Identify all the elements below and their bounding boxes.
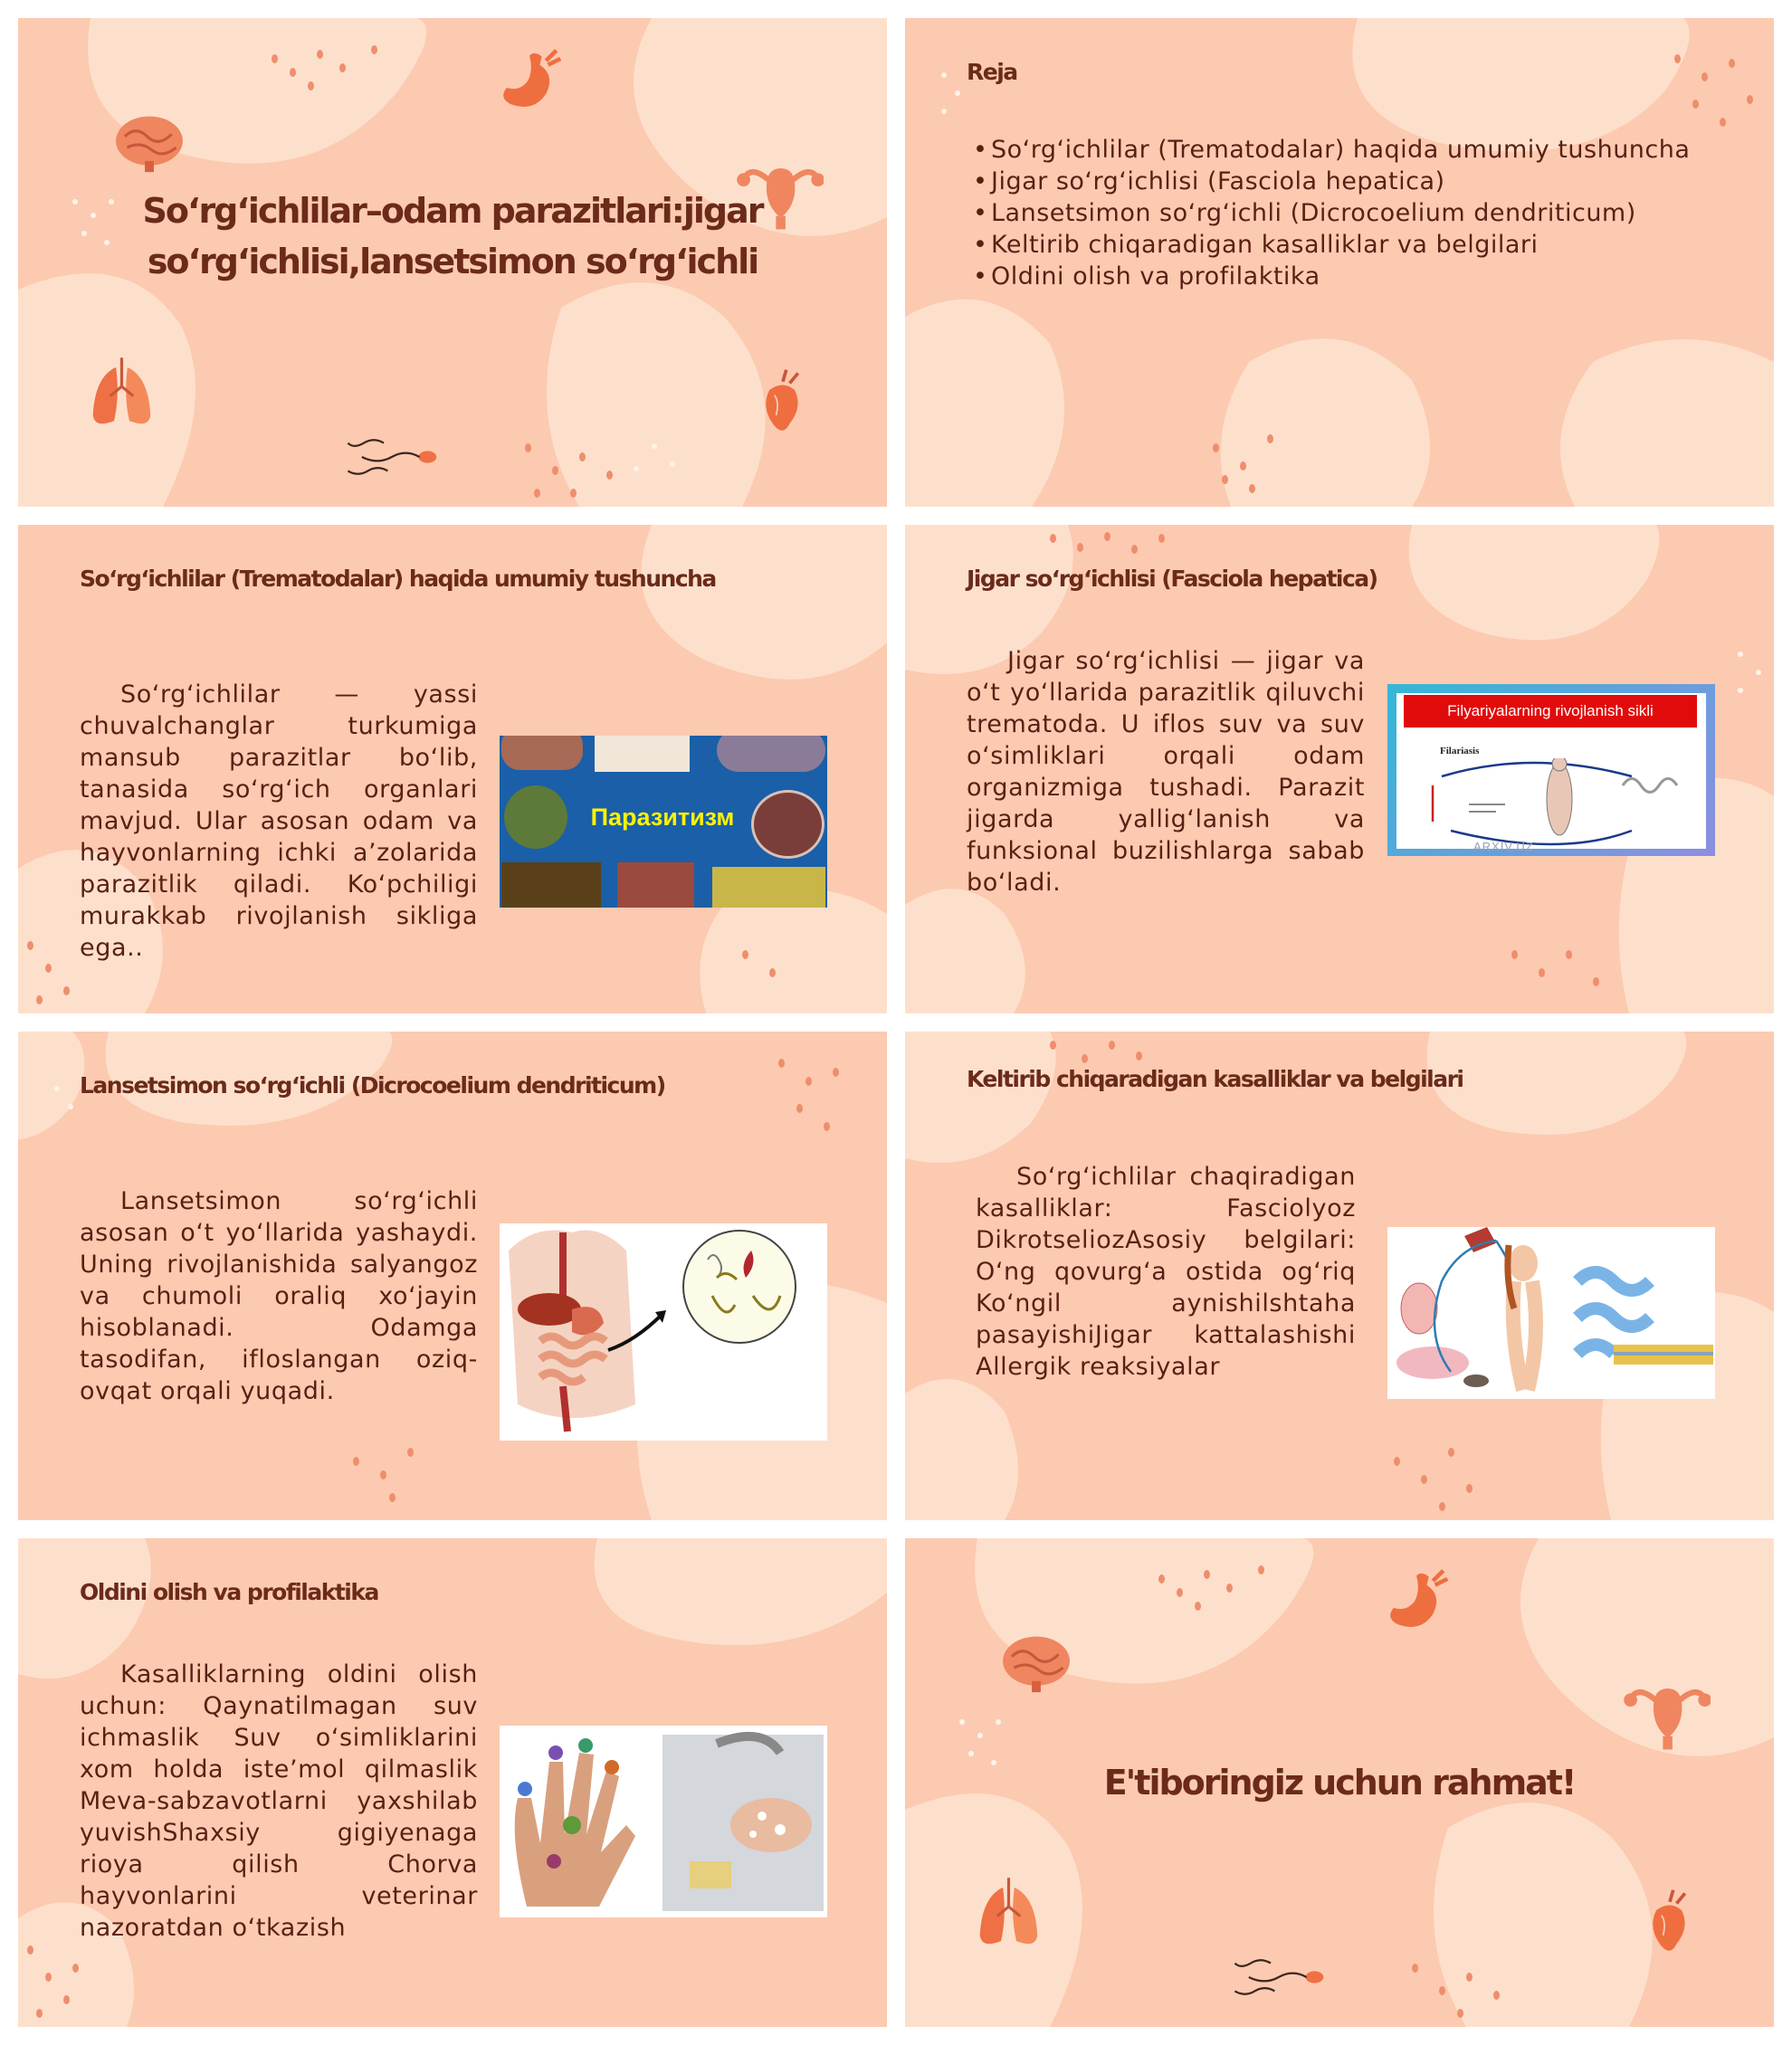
parasitism-image	[500, 736, 827, 908]
slide-heading: So‘rg‘ichlilar (Trematodalar) haqida umumiy tushuncha	[80, 566, 716, 592]
lifecycle-sketch	[1424, 758, 1695, 849]
slide-trematodes-overview	[18, 525, 887, 1013]
title-line-1: So‘rg‘ichlilar–odam parazitlari:jigar	[142, 191, 763, 231]
digestive-system-image	[500, 1223, 827, 1441]
slide-body-text: Kasalliklarning oldini olish uchun: Qaynatilmagan suv ichmaslik Suv o‘simliklarini xom holda iste’mol qilmaslik Meva-sabzavotlarni yaxshilab yuvishShaxsiy gigiyenaga rioya qilish Chorva hayvonlarini veterinar nazoratdan o‘tkazish	[80, 1660, 478, 1942]
slide-diseases-symptoms	[905, 1032, 1774, 1520]
uterus-icon	[1620, 1674, 1711, 1755]
diagram-subtitle: Filariasis	[1440, 746, 1480, 756]
heart-icon	[751, 366, 815, 439]
disease-cycle-image	[1387, 1227, 1715, 1399]
slide-body-text: So‘rg‘ichlilar chaqiradigan kasalliklar: Fasciolyoz DikrotseliozAsosiy belgilari: O‘ng qovurg‘a ostida og‘riq Ko‘ngil aynishilshtaha pasayishiJigar kattalashishi Allergik reaksiyalar	[976, 1163, 1356, 1381]
slide-heading: Oldini olish va profilaktika	[80, 1579, 378, 1605]
slide-prevention	[18, 1538, 887, 2027]
slide-heading: Lansetsimon so‘rg‘ichli (Dicrocoelium dendriticum)	[80, 1072, 665, 1099]
slide-fasciola-hepatica	[905, 525, 1774, 1013]
stomach-icon	[1380, 1565, 1453, 1638]
outline-item: • Jigar so‘rg‘ichlisi (Fasciola hepatica)	[973, 166, 1715, 197]
slide-heading: Jigar so‘rg‘ichlisi (Fasciola hepatica)	[967, 566, 1377, 592]
slide-dicrocoelium	[18, 1032, 887, 1520]
slide-body-text: Lansetsimon so‘rg‘ichli asosan o‘t yo‘llarida yashaydi. Uning rivojlanishida salyangoz va chumoli oraliq xo‘jayin hisoblanadi. Odamga tasodifan, ifloslangan oziq-ovqat orqali yuqadi.	[80, 1187, 478, 1405]
presentation-title	[127, 185, 778, 287]
hygiene-illustration	[500, 1726, 827, 1917]
slide-outline	[905, 18, 1774, 507]
lungs-icon	[968, 1873, 1050, 1955]
digestive-illustration	[500, 1223, 827, 1441]
brain-icon	[109, 109, 190, 181]
diagram-banner: Filyariyalarning rivojlanish sikli	[1404, 695, 1697, 728]
outline-list	[973, 134, 1715, 292]
slide-thanks	[905, 1538, 1774, 2027]
slide-heading: Reja	[967, 59, 1017, 85]
sperm-icon	[344, 434, 443, 480]
slide-title	[18, 18, 887, 507]
lungs-icon	[81, 353, 163, 434]
diagram-watermark: ARXIV.UZ	[1473, 840, 1534, 853]
title-line-2: so‘rg‘ichlisi,lansetsimon so‘rg‘ichli	[147, 242, 758, 281]
outline-item: • Keltirib chiqaradigan kasalliklar va belgilari	[973, 229, 1715, 261]
fasciola-lifecycle-diagram	[1387, 684, 1715, 856]
outline-item: • Lansetsimon so‘rg‘ichli (Dicrocoelium dendriticum)	[973, 197, 1715, 229]
thanks-title: E'tiboringiz uchun rahmat!	[1103, 1763, 1576, 1802]
sperm-icon	[1231, 1955, 1330, 2000]
stomach-icon	[493, 45, 566, 118]
heart-icon	[1638, 1887, 1701, 1959]
hygiene-image	[500, 1726, 827, 1917]
brain-icon	[996, 1629, 1077, 1701]
disease-cycle-illustration	[1387, 1227, 1715, 1399]
parasitism-caption: Паразитизм	[590, 804, 735, 831]
slide-body-text: Jigar so‘rg‘ichlisi — jigar va o‘t yo‘llarida parazitlik qiluvchi trematoda. U iflos suv va suv o‘simliklari orqali odam organizmiga tushadi. Parazit jigarda yallig‘lanish va funksional buzilishlarga sabab bo‘ladi.	[967, 647, 1365, 897]
slide-heading: Keltirib chiqaradigan kasalliklar va belgilari	[967, 1066, 1463, 1092]
outline-item: • Oldini olish va profilaktika	[973, 261, 1715, 292]
outline-item: • So‘rg‘ichlilar (Trematodalar) haqida umumiy tushuncha	[973, 134, 1715, 166]
slide-body-text: So‘rg‘ichlilar — yassi chuvalchanglar turkumiga mansub parazitlar bo‘lib, tanasida so‘rg‘ich organlari mavjud. Ular asosan odam va hayvonlarning ichki a’zolarida parazitlik qiladi. Ko‘pchiligi murakkab rivojlanish sikliga ega..	[80, 680, 478, 962]
